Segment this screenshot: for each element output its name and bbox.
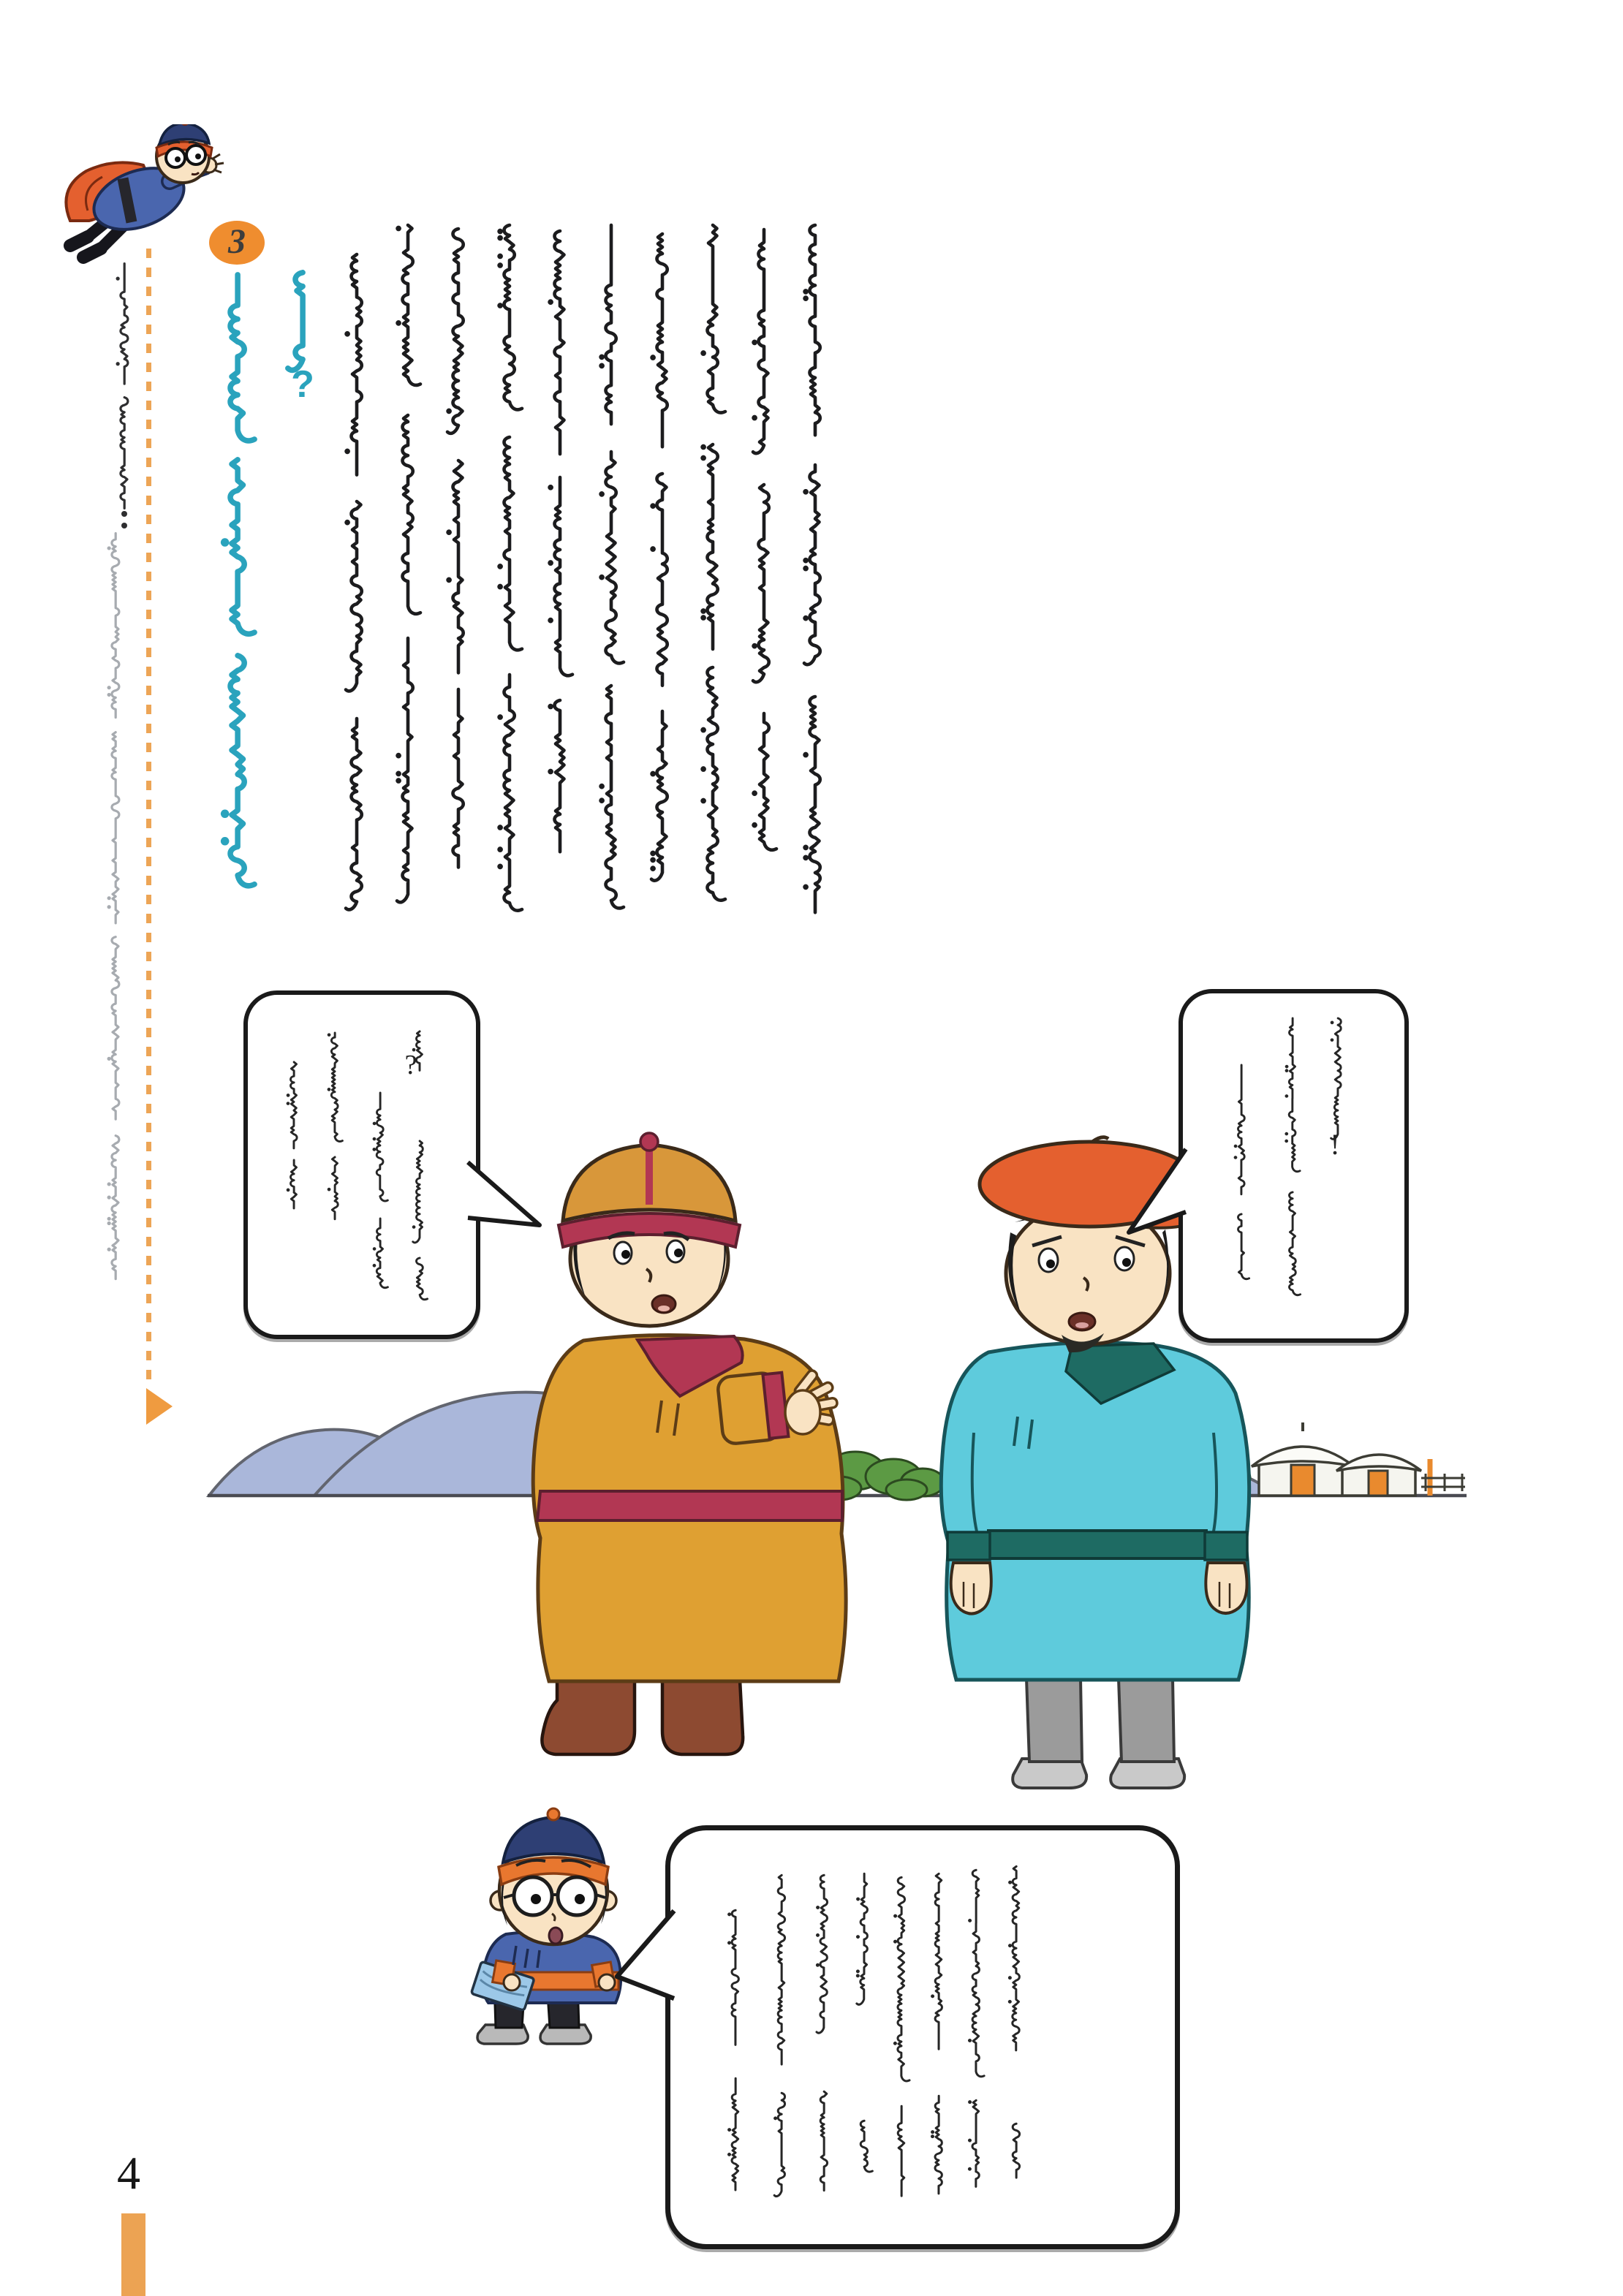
speech-bubble-left: [243, 990, 480, 1339]
mongolian-script-column: [592, 680, 626, 925]
mongolian-script-column: [796, 219, 830, 453]
dotted-guide-line: [146, 249, 151, 1386]
title-question-mark: ?: [291, 363, 314, 406]
mongolian-script-column: [796, 691, 830, 925]
mongolian-script-column: [541, 225, 575, 468]
mongolian-script-column: [212, 452, 257, 663]
mongolian-script-column: [111, 393, 135, 521]
mongolian-script-column: [541, 694, 575, 863]
mongolian-script-column: [212, 267, 257, 467]
mongolian-script-column: [541, 471, 575, 691]
mongolian-script-column: [745, 224, 779, 475]
mongolian-script-column: [491, 669, 524, 925]
mongolian-script-column: [389, 219, 423, 402]
bubble-right-exclamation-mark: !: [1330, 1128, 1340, 1161]
mongolian-script-column: [643, 468, 677, 702]
mongolian-script-column: [694, 439, 727, 658]
speech-bubble-bottom-tail: [613, 1906, 676, 2009]
footer-orange-bar: [121, 2213, 145, 2296]
arrow-right-icon: [146, 1388, 173, 1425]
mongolian-script-column: [338, 249, 371, 490]
mongolian-script-column: [745, 708, 779, 870]
mongolian-script-column: [643, 705, 677, 899]
mongolian-script-column: [212, 648, 257, 916]
mongolian-script-column: [338, 496, 371, 709]
mongolian-script-column: [439, 455, 473, 680]
mongolian-script-column: [491, 219, 524, 428]
mascot-head: [156, 124, 212, 183]
mongolian-script-column: [592, 219, 626, 442]
speech-bubble-right-tail: [1123, 1145, 1190, 1241]
speech-bubble-bottom: [665, 1825, 1180, 2249]
mongolian-script-column: [796, 459, 830, 687]
lesson-number-badge: [209, 221, 265, 265]
mongolian-script-column: [439, 683, 473, 884]
mongolian-script-column: [102, 728, 126, 933]
bubble-left-question-mark: ?: [404, 1050, 417, 1080]
mongolian-script-column: [745, 479, 779, 702]
mongolian-script-column: [694, 219, 727, 431]
mongolian-script-column: [389, 632, 423, 917]
mongolian-script-column: [694, 662, 727, 921]
yurt-door: [1291, 1465, 1314, 1496]
mongolian-script-column: [102, 1132, 126, 1289]
mongolian-script-column: [592, 446, 626, 676]
mongolian-script-column: [338, 713, 371, 928]
mongolian-script-column: [439, 223, 473, 450]
page-number: 4: [117, 2147, 140, 2199]
yurts: [1252, 1422, 1465, 1496]
speech-bubble-right: [1179, 989, 1409, 1343]
yurt-door: [1369, 1471, 1388, 1496]
figure-man-orange-deel: [533, 1133, 846, 1754]
mongolian-script-column: [102, 933, 126, 1132]
figure-boy-with-book: [453, 1806, 636, 2054]
mongolian-script-column: [102, 529, 126, 728]
mongolian-script-column: [643, 228, 677, 461]
mongolian-script-column: [111, 259, 135, 395]
mongolian-script-column: [389, 409, 423, 629]
speech-bubble-left-tail: [464, 1156, 545, 1235]
mongolian-script-column: [491, 431, 524, 665]
sidebar-colon-mark: [114, 509, 135, 532]
lesson-number: 3: [228, 221, 246, 261]
